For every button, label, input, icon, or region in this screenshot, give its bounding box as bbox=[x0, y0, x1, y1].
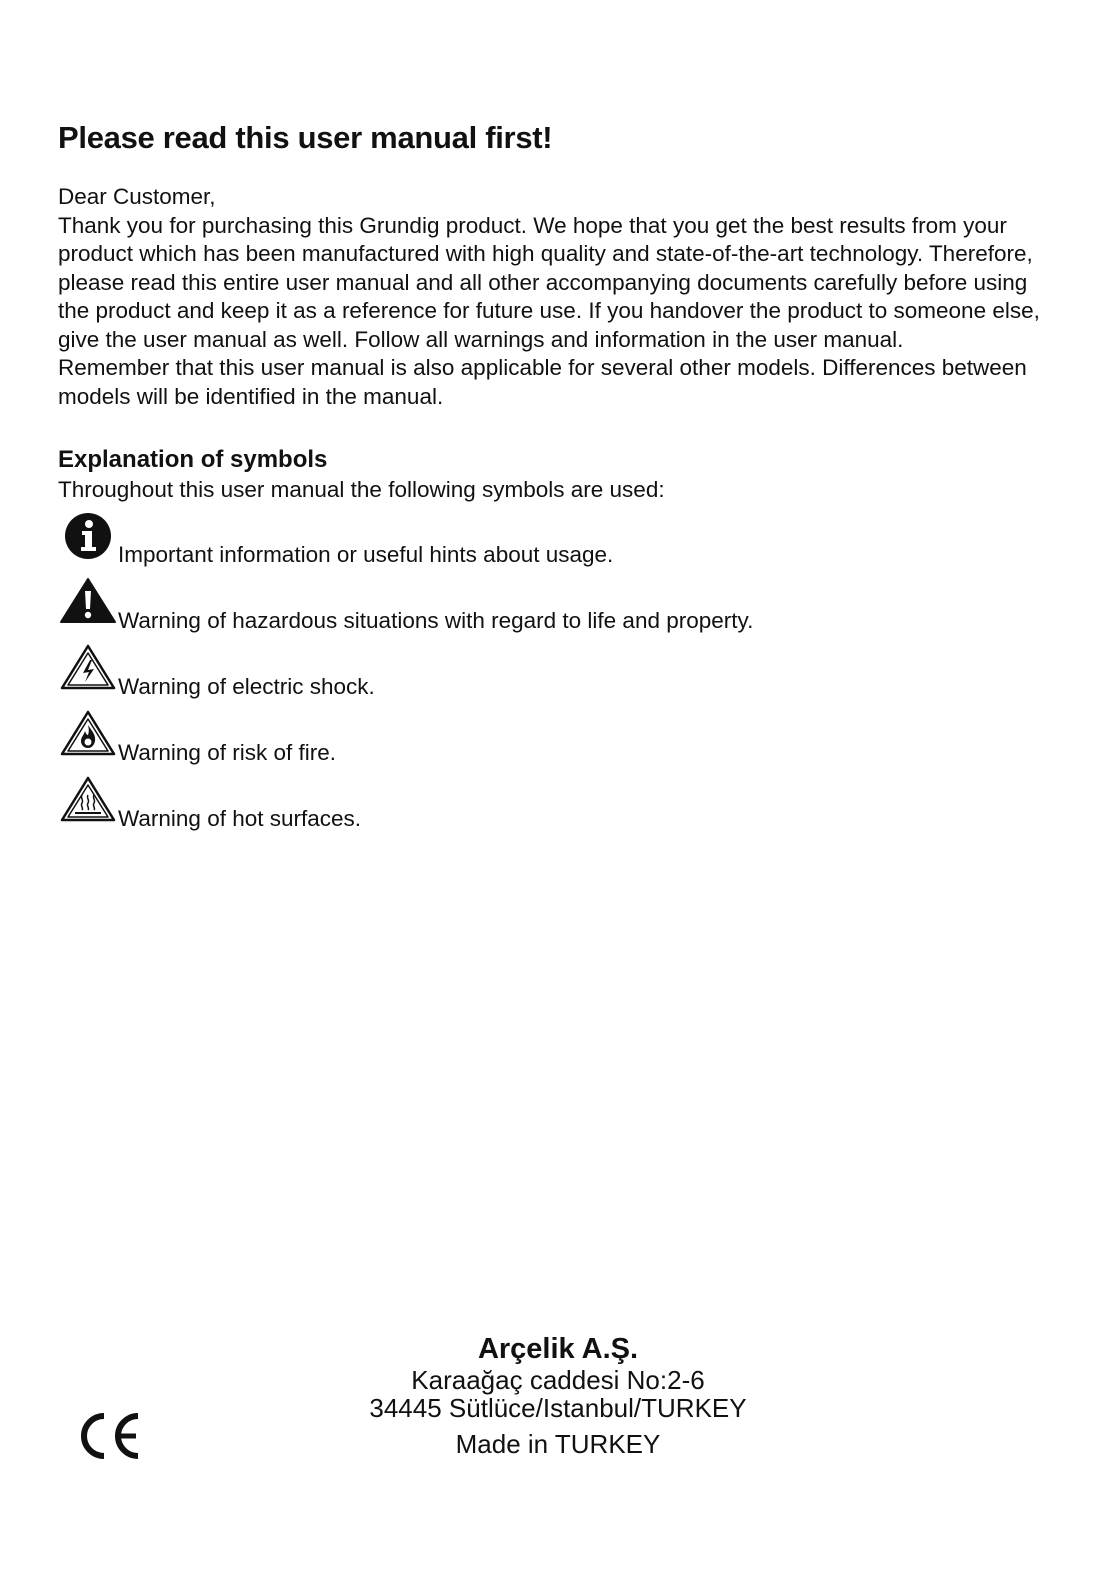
hazard-warning-icon bbox=[58, 576, 118, 636]
symbol-row-hot bbox=[58, 774, 958, 834]
symbol-row-fire bbox=[58, 708, 958, 768]
page-title: Please read this user manual first! bbox=[58, 120, 553, 155]
address-line-2: 34445 Sütlüce/Istanbul/TURKEY bbox=[369, 1393, 747, 1423]
electric-shock-icon bbox=[58, 642, 118, 702]
intro-text bbox=[58, 183, 1058, 411]
made-in: Made in TURKEY bbox=[455, 1429, 661, 1459]
intro-paragraph: Thank you for purchasing this Grundig product. We hope that you get the best results from your product which has been manufactured with high quality and state-of-the-art technology. Therefore, please read this entire user manual and all other accompanying documents carefully before using the product and keep it as a reference for future use. If you handover the product to someone else, give the user manual as well. Follow all warnings and information in the user manual. bbox=[58, 212, 1040, 352]
fire-risk-icon bbox=[58, 708, 118, 768]
info-icon bbox=[58, 510, 118, 570]
address-line-1: Karaağaç caddesi No:2-6 bbox=[411, 1365, 705, 1395]
symbol-row-hazard bbox=[58, 576, 958, 636]
hot-surface-icon bbox=[58, 774, 118, 834]
symbol-label-hazard: Warning of hazardous situations with regard to life and property. bbox=[118, 608, 754, 633]
company-name: Arçelik A.Ş. bbox=[477, 1333, 639, 1365]
symbol-label-fire: Warning of risk of fire. bbox=[118, 740, 336, 765]
models-paragraph: Remember that this user manual is also applicable for several other models. Differences between models will be identified in the manual. bbox=[58, 355, 1027, 409]
symbols-intro: Throughout this user manual the following symbols are used: bbox=[58, 477, 665, 502]
symbol-label-hot: Warning of hot surfaces. bbox=[118, 806, 362, 831]
manufacturer-address bbox=[358, 1332, 758, 1458]
symbol-label-electric: Warning of electric shock. bbox=[118, 674, 375, 699]
symbol-label-info: Important information or useful hints about usage. bbox=[118, 542, 614, 567]
symbol-row-info bbox=[58, 510, 958, 570]
greeting: Dear Customer, bbox=[58, 184, 216, 209]
symbol-row-electric bbox=[58, 642, 958, 702]
ce-mark-icon bbox=[74, 1410, 142, 1462]
symbols-heading: Explanation of symbols bbox=[58, 446, 328, 473]
